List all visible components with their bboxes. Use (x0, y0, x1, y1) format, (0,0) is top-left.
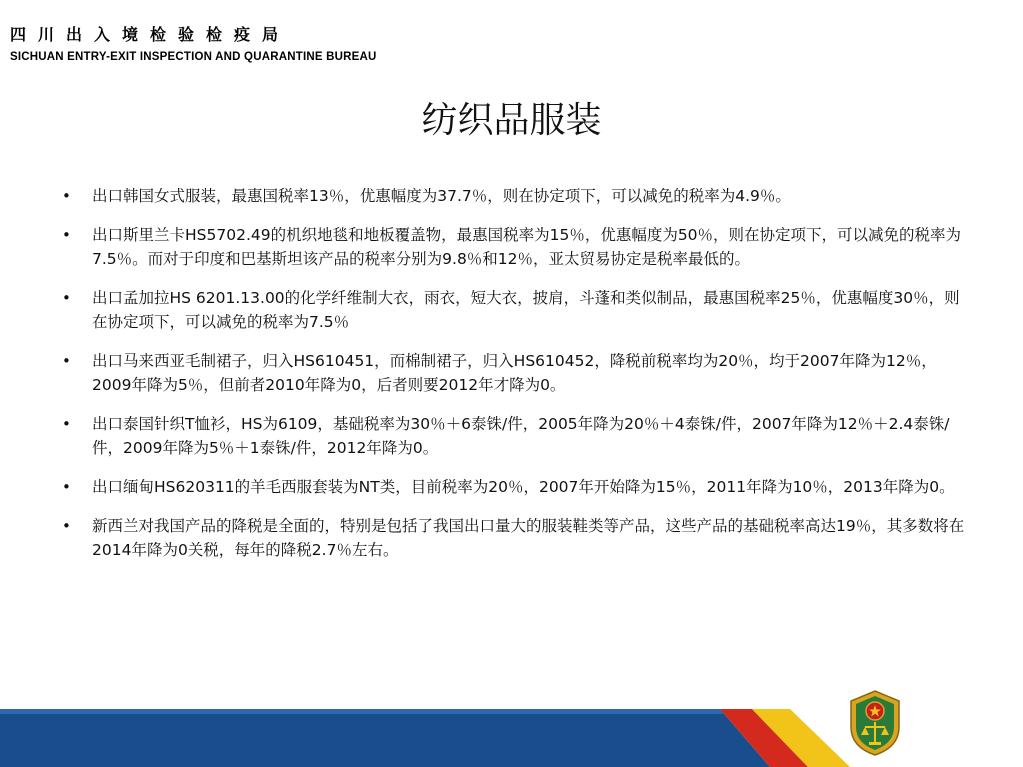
bullet-dot: • (62, 352, 71, 370)
bullet-item (62, 184, 967, 208)
bullet-dot: • (62, 478, 71, 496)
bullet-dot: • (62, 187, 71, 205)
footer-blue-band-light (0, 709, 724, 714)
bullet-dot: • (62, 289, 71, 307)
bullet-dot: • (62, 415, 71, 433)
emblem-icon (847, 689, 903, 757)
bullet-text: 出口泰国针织T恤衫，HS为6109，基础税率为30％＋6泰铢/件，2005年降为20％＋4泰铢/件，2007年降为12％＋2.4泰铢/件，2009年降为5％＋1泰铢/件，2012年降为0。 (92, 415, 950, 457)
bullet-text: 出口孟加拉HS 6201.13.00的化学纤维制大衣，雨衣，短大衣，披肩，斗蓬和类似制品，最惠国税率25％，优惠幅度30％，则在协定项下，可以减免的税率为7.5％ (92, 289, 960, 331)
bullet-text: 出口马来西亚毛制裙子，归入HS610451，而棉制裙子，归入HS610452，降税前税率均为20％，均于2007年降为12％，2009年降为5％，但前者2010年降为0，后者则要2012年才降为0。 (92, 352, 937, 394)
bullet-item (62, 514, 967, 562)
bullet-dot: • (62, 517, 71, 535)
bullet-text: 出口斯里兰卡HS5702.49的机织地毯和地板覆盖物，最惠国税率为15％，优惠幅度为50％，则在协定项下，可以减免的税率为7.5％。而对于印度和巴基斯坦该产品的税率分别为9.8％和12％，亚太贸易协定是税率最低的。 (92, 226, 962, 268)
bullet-item (62, 475, 967, 499)
bullet-item (62, 223, 967, 271)
header-org-cn: 四川出入境检验检疫局 (10, 25, 291, 44)
bullet-item (62, 349, 967, 397)
header-org-en: SICHUAN ENTRY-EXIT INSPECTION AND QUARANTINE BUREAU (10, 51, 377, 63)
bullet-text: 出口缅甸HS620311的羊毛西服套装为NT类，目前税率为20％，2007年开始降为15％，2011年降为10％，2013年降为0。 (92, 478, 955, 496)
bullet-text: 新西兰对我国产品的降税是全面的，特别是包括了我国出口量大的服装鞋类等产品，这些产品的基础税率高达19％，其多数将在2014年降为0关税，每年的降税2.7％左右。 (92, 517, 965, 559)
bullet-item (62, 286, 967, 334)
bullet-list (62, 184, 967, 577)
bullet-text: 出口韩国女式服装，最惠国税率13％，优惠幅度为37.7％，则在协定项下，可以减免的税率为4.9％。 (92, 187, 791, 205)
bullet-item (62, 412, 967, 460)
bullet-dot: • (62, 226, 71, 244)
footer-blue-band (0, 709, 770, 767)
slide-title: 纺织品服装 (421, 100, 602, 141)
